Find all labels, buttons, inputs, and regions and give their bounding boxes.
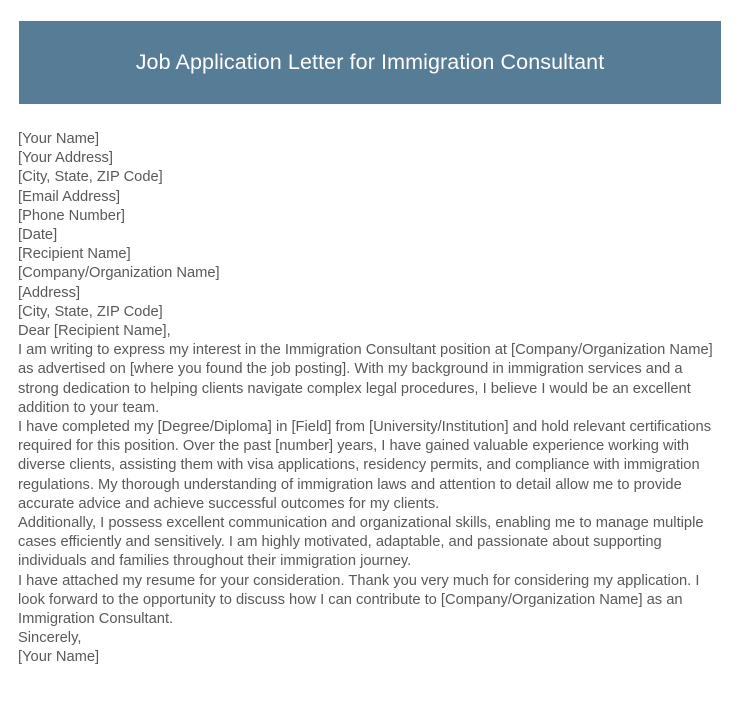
recipient-name-line: [Recipient Name] [18, 246, 131, 263]
salutation-line: Dear [Recipient Name], [18, 323, 171, 340]
recipient-company-line: [Company/Organization Name] [18, 265, 220, 282]
sender-email-line: [Email Address] [18, 188, 121, 205]
date-line: [Date] [18, 227, 58, 244]
recipient-address-line: [Address] [18, 284, 81, 301]
page-title: Job Application Letter for Immigration Consultant [135, 49, 605, 74]
sender-city-line: [City, State, ZIP Code] [18, 169, 163, 186]
sender-phone-line: [Phone Number] [18, 207, 125, 224]
letter-body [18, 130, 724, 668]
body-paragraph-4: I have attached my resume for your consideration. Thank you very much for considering my application. I look forward to the opportunity to discuss how I can contribute to [Company/Organization Name] as an Immigration Consultant. [18, 572, 700, 628]
closing-line: Sincerely, [18, 630, 82, 647]
sender-address-line: [Your Address] [18, 150, 113, 167]
signature-line: [Your Name] [18, 649, 100, 666]
recipient-city-line: [City, State, ZIP Code] [18, 303, 163, 320]
sender-name-line: [Your Name] [18, 131, 100, 147]
body-paragraph-3: Additionally, I possess excellent communication and organizational skills, enabling me to manage multiple cases efficiently and sensitively. I am highly motivated, adaptable, and passionate about supporting individuals and families throughout their immigration journey. [18, 515, 704, 570]
body-paragraph-2: I have completed my [Degree/Diploma] in [Field] from [University/Institution] and hold relevant certifications required for this position. Over the past [number] years, I have gained valuable experience working with diverse clients, assisting them with visa applications, residency permits, and compliance with immigration regulations. My thorough understanding of immigration laws and attention to detail allow me to provide accurate advice and achieve successful outcomes for my clients. [18, 419, 712, 512]
body-paragraph-1: I am writing to express my interest in the Immigration Consultant position at [Company/Organization Name] as advertised on [where you found the job posting]. With my background in immigration services and a strong dedication to helping clients navigate complex legal procedures, I believe I would be an excellent addition to your team. [18, 342, 713, 416]
document-header-banner [19, 21, 721, 104]
